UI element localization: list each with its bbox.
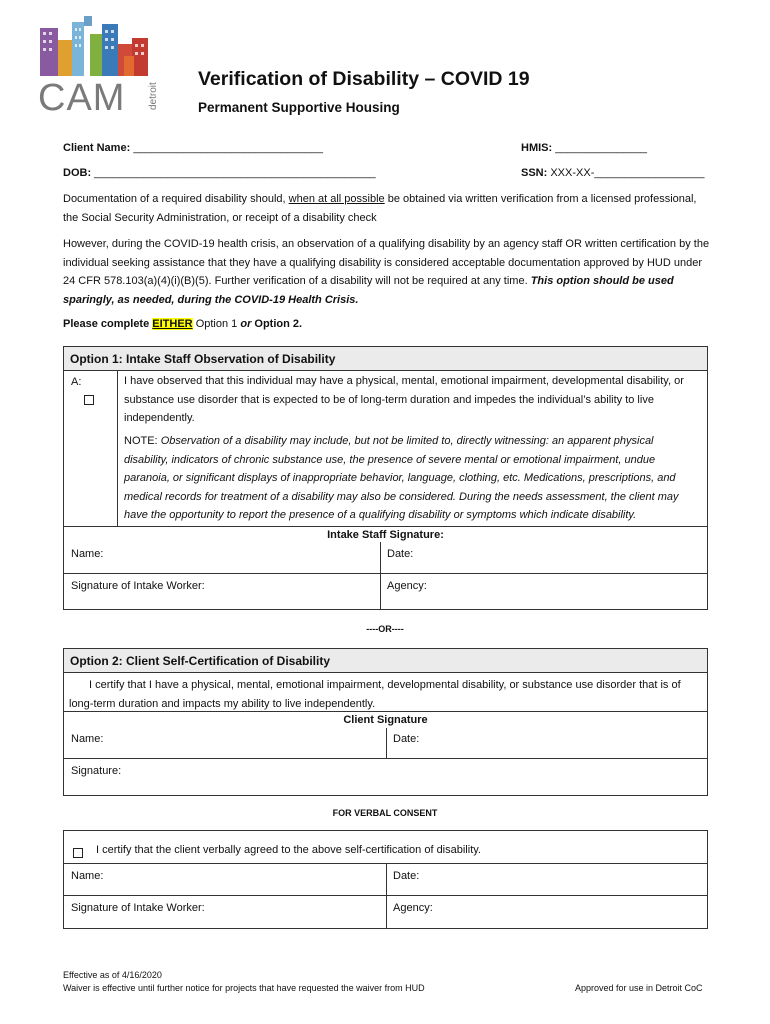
dob-field[interactable]	[63, 167, 376, 179]
p1-underlined: when at all possible	[288, 193, 385, 205]
option-2-heading: Option 2: Client Self-Certification of Disability	[64, 649, 707, 673]
option-1-heading: Option 1: Intake Staff Observation of Disability	[64, 347, 707, 371]
option-1-section	[63, 346, 708, 610]
footer-effective-date: Effective as of 4/16/2020	[63, 970, 162, 980]
intro-paragraph-1	[63, 190, 711, 227]
verbal-signature-field[interactable]: Signature of Intake Worker:	[71, 902, 205, 914]
option-1-signature-field[interactable]: Signature of Intake Worker:	[71, 580, 205, 592]
note-text: Observation of a disability may include, but not be limited to, directly witnessing: an apparent physical disability, indicators of chronic substance use, the presence of severe mental or emotional impairment, undue paranoia, or significant displays of inappropriate behavior, language, clothing, etc. Medications, prescriptions, and medical records for treatment of a disability may also be considered. During the needs assessment, the client may have the opportunity to report the presence of a qualifying disability or symptoms which indicate disability.	[124, 435, 679, 521]
dob-line: ______________________________________________	[94, 167, 376, 179]
option-2-signature-field[interactable]: Signature:	[71, 765, 122, 777]
client-name-line: _______________________________	[133, 142, 323, 154]
option-1-name-field[interactable]: Name:	[71, 548, 104, 560]
instr-after: Option 2.	[254, 318, 303, 330]
footer-waiver-note: Waiver is effective until further notice for projects that have requested the waiver from HUD	[63, 983, 425, 993]
svg-text:detroit: detroit	[148, 82, 159, 110]
option-2-section	[63, 648, 708, 796]
ssn-line: __________________	[594, 167, 705, 179]
hmis-label: HMIS:	[521, 142, 553, 154]
p2-italic: This option should be used sparingly, as needed, during the COVID-19 Health Crisis.	[63, 275, 674, 306]
client-signature-heading: Client Signature	[343, 714, 428, 726]
dob-label: DOB:	[63, 167, 92, 179]
p2-main: However, during the COVID-19 health crisis, an observation of a qualifying disability by an agency staff OR written certification by the individual seeking assistance that they have a qualifying disability is considered acceptable documentation approved by HUD under 24 CFR 578.103(a)(4)(i)(B)(5). Further verification of a disability will not be required at any time.	[63, 238, 710, 287]
option-2-name-field[interactable]: Name:	[71, 733, 104, 745]
verbal-consent-section	[63, 830, 708, 929]
city-buildings-icon	[38, 14, 160, 114]
verbal-agency-field[interactable]: Agency:	[393, 902, 433, 914]
verbal-consent-heading: FOR VERBAL CONSENT	[332, 808, 438, 818]
instr-highlight: EITHER	[152, 318, 193, 330]
option-1-checkbox[interactable]	[84, 392, 94, 410]
verbal-consent-checkbox[interactable]	[73, 845, 83, 863]
ssn-value: XXX-XX-	[550, 167, 595, 179]
instr-mid: Option 1	[195, 318, 238, 330]
client-name-label: Client Name:	[63, 142, 131, 154]
ssn-label: SSN:	[521, 167, 548, 179]
option-1-date-field[interactable]: Date:	[387, 548, 414, 560]
option-2-date-field[interactable]: Date:	[393, 733, 420, 745]
intake-staff-signature-heading: Intake Staff Signature:	[327, 529, 444, 541]
note-prefix: NOTE:	[124, 435, 158, 447]
option-2-statement: I certify that I have a physical, mental, emotional impairment, developmental disability, or substance use disorder that is of long-term duration and impacts my ability to live independently.	[69, 679, 681, 710]
p1-after: be obtained via written verification from a licensed professional, the Social Security Administration, or receipt of a disability check	[63, 193, 697, 224]
svg-text:CAM: CAM	[38, 77, 126, 114]
instr-or: or	[240, 318, 252, 330]
verbal-date-field[interactable]: Date:	[393, 870, 420, 882]
instructions	[63, 318, 302, 330]
cam-detroit-logo	[38, 14, 160, 114]
or-separator: ----OR----	[366, 624, 404, 634]
option-1-a-label: A:	[71, 376, 82, 388]
hmis-line: _______________	[555, 142, 647, 154]
p1-before: Documentation of a required disability should,	[63, 193, 286, 205]
verbal-name-field[interactable]: Name:	[71, 870, 104, 882]
ssn-field[interactable]	[521, 167, 704, 179]
verbal-consent-statement: I certify that the client verbally agreed to the above self-certification of disability.	[96, 844, 481, 856]
instr-before: Please complete	[63, 318, 150, 330]
document-title: Verification of Disability – COVID 19	[198, 68, 530, 90]
footer-approval: Approved for use in Detroit CoC	[575, 983, 703, 993]
client-name-field[interactable]	[63, 142, 323, 154]
option-1-agency-field[interactable]: Agency:	[387, 580, 427, 592]
document-subtitle: Permanent Supportive Housing	[198, 100, 400, 115]
option-1-note	[124, 432, 699, 525]
intro-paragraph-2	[63, 235, 711, 309]
hmis-field[interactable]	[521, 142, 647, 154]
option-1-statement: I have observed that this individual may have a physical, mental, emotional impairment, developmental disability, or substance use disorder that is expected to be of long-term duration and impedes the individual’s ability to live independently.	[124, 375, 684, 424]
